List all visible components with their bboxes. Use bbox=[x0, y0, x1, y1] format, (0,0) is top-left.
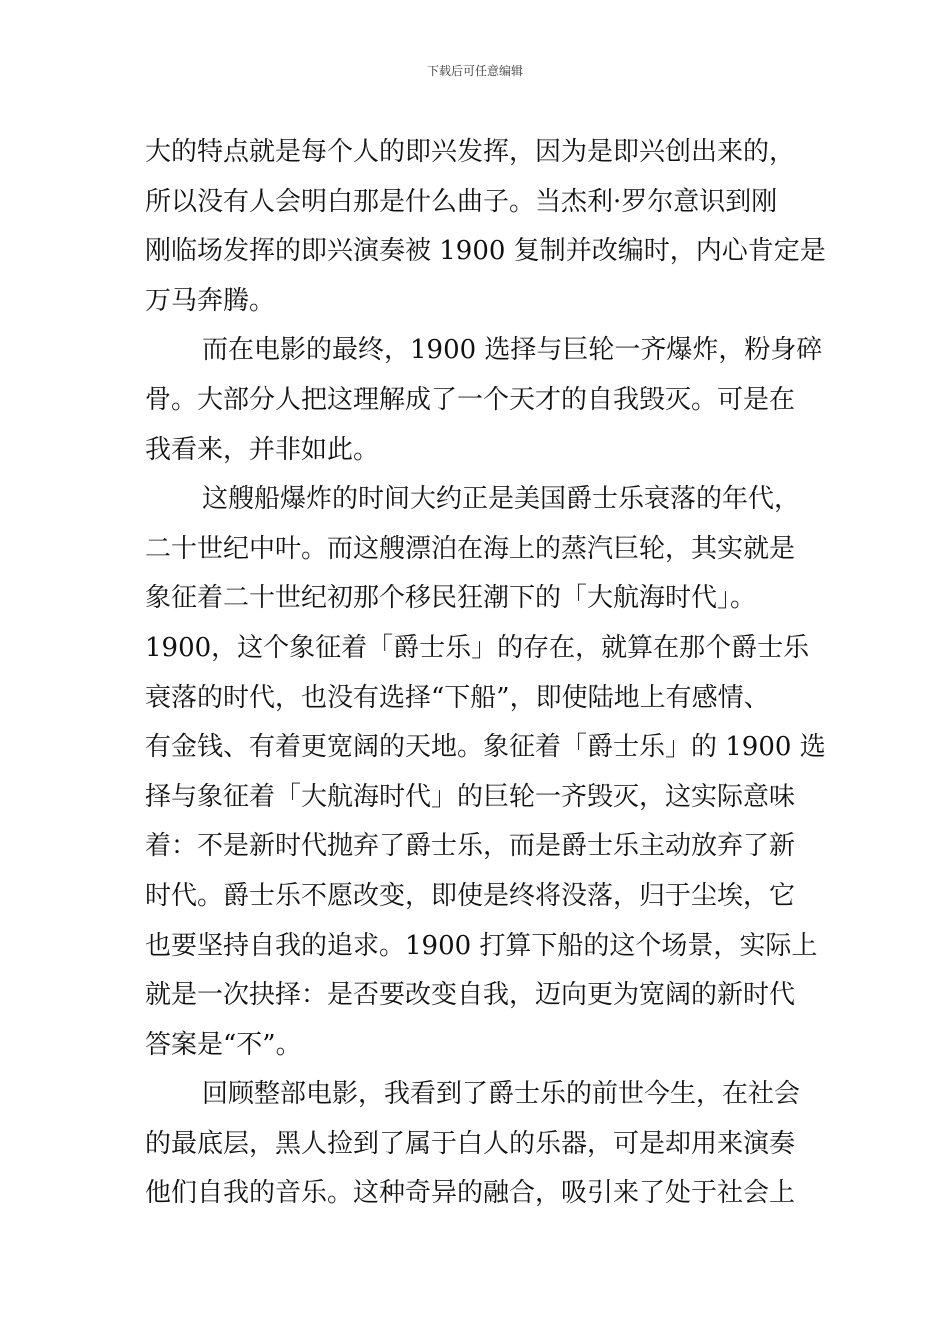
paragraph-4 bbox=[145, 1070, 815, 1219]
text-line: 这艘船爆炸的时间大约正是美国爵士乐衰落的年代， bbox=[202, 484, 801, 515]
text-line: 择与象征着「大航海时代」的巨轮一齐毁灭，这实际意味 bbox=[145, 781, 796, 812]
text-line: 他们自我的音乐。这种奇异的融合，吸引来了处于社会上 bbox=[145, 1178, 796, 1209]
text-line: 万马奔腾。 bbox=[145, 285, 276, 316]
text-line: 回顾整部电影，我看到了爵士乐的前世今生，在社会 bbox=[202, 1079, 801, 1110]
text-line: 所以没有人会明白那是什么曲子。当杰利·罗尔意识到刚 bbox=[145, 186, 778, 217]
text-line: 时代。爵士乐不愿改变，即使是终将没落，归于尘埃，它 bbox=[145, 880, 796, 911]
text-line: 就是一次抉择：是否要改变自我，迈向更为宽阔的新时代 bbox=[145, 980, 796, 1011]
text-line: 而在电影的最终，1900 选择与巨轮一齐爆炸，粉身碎 bbox=[202, 335, 823, 366]
text-line: 衰落的时代，也没有选择“下船”，即使陆地上有感情、 bbox=[145, 682, 770, 713]
text-line: 象征着二十世纪初那个移民狂潮下的「大航海时代」。 bbox=[145, 583, 757, 614]
document-body bbox=[145, 128, 826, 1219]
text-line: 的最底层，黑人捡到了属于白人的乐器，可是却用来演奏 bbox=[145, 1128, 796, 1159]
text-line: 答案是“不”。 bbox=[145, 1029, 302, 1060]
page-header: 下载后可任意编辑 bbox=[426, 64, 523, 78]
text-line: 我看来，并非如此。 bbox=[145, 434, 380, 465]
text-line: 也要坚持自我的追求。1900 打算下船的这个场景，实际上 bbox=[145, 930, 818, 961]
text-line: 1900，这个象征着「爵士乐」的存在，就算在那个爵士乐 bbox=[145, 632, 810, 663]
text-line: 有金钱、有着更宽阔的天地。象征着「爵士乐」的 1900 选 bbox=[145, 732, 826, 763]
text-line: 二十世纪中叶。而这艘漂泊在海上的蒸汽巨轮，其实就是 bbox=[145, 533, 796, 564]
text-line: 骨。大部分人把这理解成了一个天才的自我毁灭。可是在 bbox=[145, 384, 796, 415]
text-line: 刚临场发挥的即兴演奏被 1900 复制并改编时，内心肯定是 bbox=[145, 236, 826, 267]
paragraph-2 bbox=[145, 326, 823, 475]
text-line: 着：不是新时代抛弃了爵士乐，而是爵士乐主动放弃了新 bbox=[145, 831, 796, 862]
paragraph-1 bbox=[145, 128, 826, 326]
text-line: 大的特点就是每个人的即兴发挥，因为是即兴创出来的， bbox=[145, 137, 796, 167]
paragraph-3 bbox=[145, 475, 826, 1070]
